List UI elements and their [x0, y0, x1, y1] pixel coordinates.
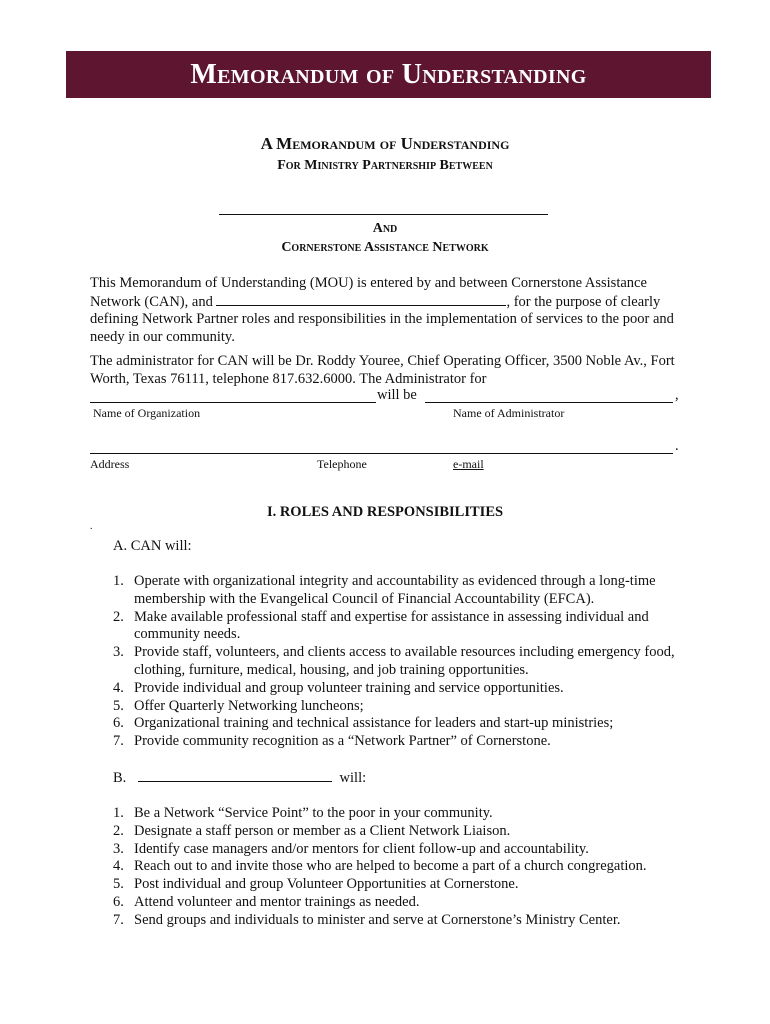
comma-text: ,: [675, 387, 679, 403]
memo-title: A Memorandum of Understanding: [260, 134, 510, 153]
list-item: 6. Attend volunteer and mentor trainings as needed.: [113, 893, 420, 910]
list-item: 1. Operate with organizational integrity and accountability as evidenced through a long-time membership with the Evangelical Council of Financial Accountability (EFCA).: [113, 573, 656, 607]
list-item: 7. Send groups and individuals to minister and serve at Cornerstone’s Ministry Center.: [113, 911, 621, 928]
list-item: 5. Offer Quarterly Networking luncheons;: [113, 697, 364, 714]
document-banner: [66, 51, 711, 98]
will-be-text: will be: [377, 387, 417, 403]
admin-paragraph: [90, 353, 690, 388]
org-name-field[interactable]: [90, 402, 376, 403]
partner-will-prefix: B.: [113, 770, 127, 786]
list-item: 3. Identify case managers and/or mentors for client follow-up and accountability.: [113, 840, 589, 857]
intro-text-1: This Memorandum of Understanding (MOU) is entered by and between Cornerstone Assistance Network (CAN), and: [90, 275, 647, 310]
admin-name-field[interactable]: [425, 402, 673, 403]
partner-will-label: [113, 769, 366, 787]
list-item: 4. Reach out to and invite those who are helped to become a part of a church congregation.: [113, 858, 647, 875]
caption-address: Address: [90, 457, 130, 471]
can-will-list: [113, 573, 713, 751]
can-will-label: A. CAN will:: [113, 538, 192, 554]
caption-admin-name: Name of Administrator: [453, 406, 565, 420]
partner-name-field[interactable]: [219, 214, 548, 215]
and-text: And: [372, 221, 398, 236]
partner-blank-field[interactable]: [216, 293, 506, 306]
partner-will-list: [113, 805, 713, 930]
contact-field[interactable]: [90, 453, 673, 454]
intro-paragraph: [90, 275, 690, 346]
list-item: 3. Provide staff, volunteers, and clients access to available resources including emergency food, clothing, furniture, medical, housing, and job training opportunities.: [113, 644, 675, 678]
section-heading: I. ROLES AND RESPONSIBILITIES: [266, 504, 504, 520]
period-text: .: [675, 438, 679, 454]
partner-will-blank[interactable]: [138, 769, 332, 782]
list-item: 7. Provide community recognition as a “Network Partner” of Cornerstone.: [113, 733, 551, 750]
partner-will-suffix: will:: [339, 770, 367, 786]
admin-text: The administrator for CAN will be Dr. Roddy Youree, Chief Operating Officer, 3500 Noble Av., Fort Worth, Texas 76111, telephone 817.632.6000. The Administrator for: [90, 353, 675, 387]
caption-telephone: Telephone: [317, 457, 367, 471]
list-item: 4. Provide individual and group volunteer training and service opportunities.: [113, 679, 564, 696]
org-name-heading: Cornerstone Assistance Network: [281, 240, 489, 255]
caption-org-name: Name of Organization: [93, 406, 201, 420]
stray-dot: .: [90, 521, 93, 532]
list-item: 5. Post individual and group Volunteer Opportunities at Cornerstone.: [113, 876, 519, 893]
list-item: 2. Make available professional staff and expertise for assistance in assessing individual and community needs.: [113, 608, 649, 643]
intro-text-2: , for the purpose of clearly defining Network Partner roles and responsibilities in the implementation of services to the poor and needy in our community.: [90, 293, 674, 345]
banner-title: Memorandum of Understanding: [190, 58, 587, 90]
memo-subtitle: For Ministry Partnership Between: [277, 158, 493, 173]
caption-email: e-mail: [453, 457, 484, 471]
list-item: 1. Be a Network “Service Point” to the poor in your community.: [113, 805, 493, 821]
list-item: 6. Organizational training and technical assistance for leaders and start-up ministries;: [113, 715, 614, 732]
list-item: 2. Designate a staff person or member as a Client Network Liaison.: [113, 822, 511, 839]
